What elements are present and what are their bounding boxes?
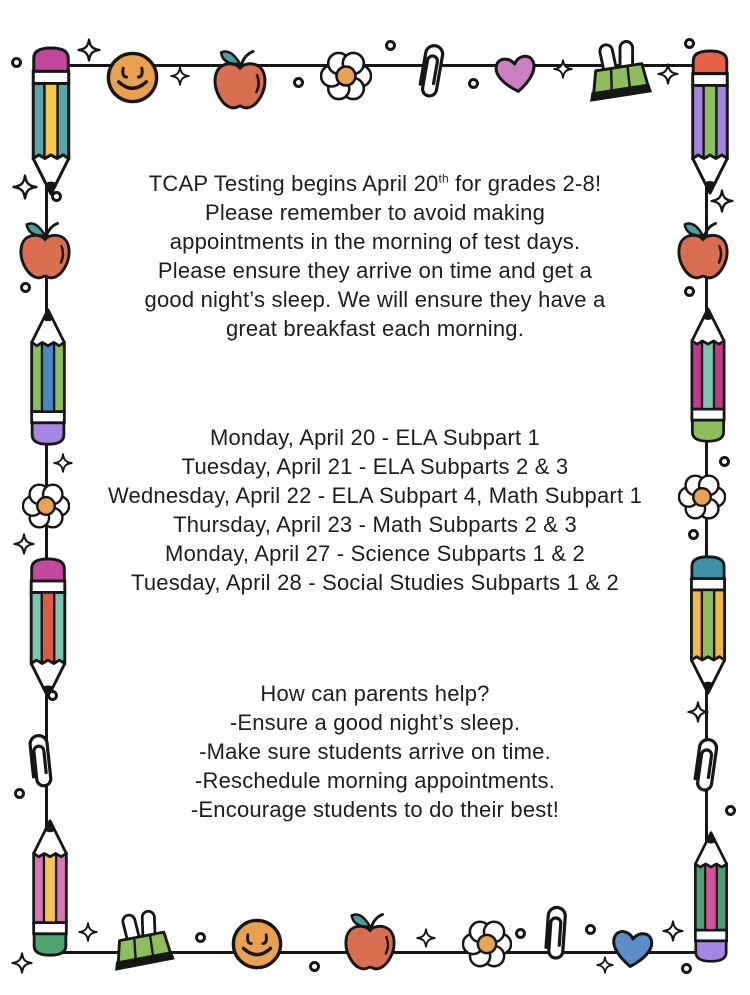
sparkle-icon (78, 922, 98, 942)
smiley-icon (230, 917, 284, 971)
dot-icon (308, 960, 321, 973)
binderclip-icon (585, 38, 655, 104)
flower-icon (320, 50, 372, 102)
schedule-line: Monday, April 20 - ELA Subpart 1 (209, 425, 541, 450)
parent-help-tips (0, 708, 750, 824)
parent-help-tip: -Reschedule morning appointments. (194, 768, 556, 793)
dot-icon (10, 56, 23, 69)
dot-icon (680, 962, 693, 975)
intro-line-1-text: TCAP Testing begins April 20 (148, 171, 439, 196)
dot-icon (194, 931, 207, 944)
dot-icon (514, 927, 527, 940)
intro-paragraph (0, 169, 750, 343)
pencil-icon (687, 830, 735, 964)
sparkle-icon (11, 952, 33, 974)
sparkle-icon (596, 956, 614, 974)
parent-help-tip: -Encourage students to do their best! (190, 797, 560, 822)
sparkle-icon (416, 928, 436, 948)
sparkle-icon (77, 38, 101, 62)
sparkle-icon (662, 920, 684, 942)
dot-icon (384, 39, 397, 52)
intro-line: Please remember to avoid making (204, 200, 546, 225)
smiley-icon (105, 50, 160, 105)
parent-help-tip: -Ensure a good night’s sleep. (229, 710, 521, 735)
intro-line: great breakfast each morning. (225, 316, 525, 341)
dot-icon (584, 923, 597, 936)
apple-icon (342, 909, 398, 973)
binderclip-icon (108, 907, 178, 973)
intro-line-1-rest: for grades 2-8! (448, 171, 602, 196)
paperclip-icon (538, 902, 574, 966)
testing-schedule (0, 423, 750, 597)
schedule-line: Monday, April 27 - Science Subparts 1 & 2 (165, 541, 585, 566)
sparkle-icon (553, 59, 573, 79)
intro-line: appointments in the morning of test days. (169, 229, 581, 254)
parent-help-tip: -Make sure students arrive on time. (199, 739, 551, 764)
heart-icon (607, 926, 657, 973)
sparkle-icon (170, 66, 190, 86)
schedule-line: Tuesday, April 28 - Social Studies Subparts 1 & 2 (131, 570, 619, 595)
heart-icon (490, 50, 541, 98)
intro-line-1 (0, 169, 750, 198)
dot-icon (292, 76, 305, 89)
schedule-line: Tuesday, April 21 - ELA Subparts 2 & 3 (181, 454, 569, 479)
parent-help-section (0, 679, 750, 824)
flower-icon (462, 919, 512, 969)
intro-line: good night’s sleep. We will ensure they have a (144, 287, 606, 312)
ordinal-suffix: th (438, 171, 449, 186)
intro-lines (0, 198, 750, 343)
schedule-line: Wednesday, April 22 - ELA Subpart 4, Math Subpart 1 (107, 483, 643, 508)
sparkle-icon (657, 63, 679, 85)
parent-help-heading: How can parents help? (260, 681, 490, 706)
dot-icon (467, 77, 480, 90)
schedule-line: Thursday, April 23 - Math Subparts 2 & 3 (173, 512, 577, 537)
intro-line: Please ensure they arrive on time and get a (157, 258, 593, 283)
apple-icon (211, 46, 269, 112)
pencil-icon (26, 818, 74, 958)
